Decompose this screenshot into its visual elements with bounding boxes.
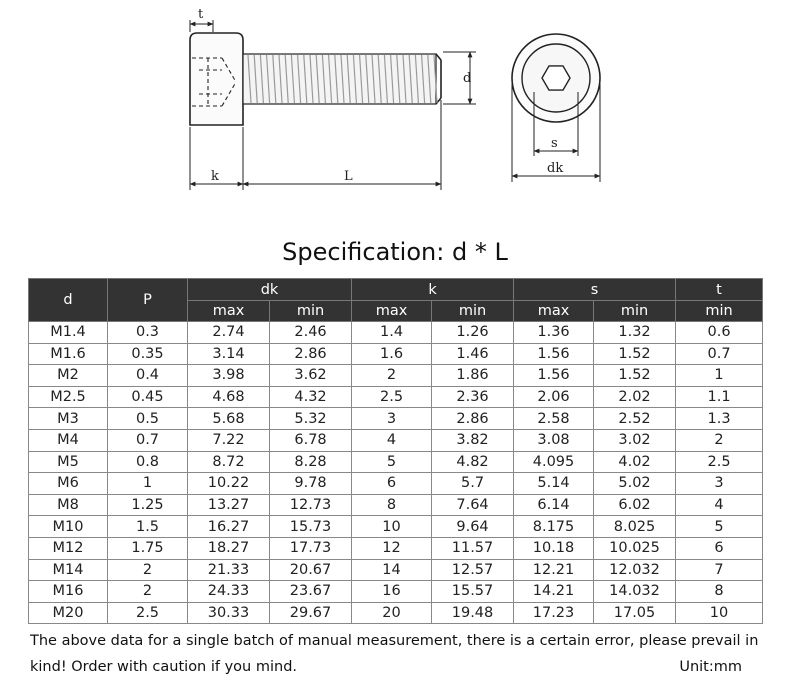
table-cell: 2.46 [270, 322, 352, 344]
table-row [29, 343, 763, 365]
table-cell: 0.35 [108, 343, 188, 365]
table-cell: 2 [352, 365, 432, 387]
table-cell: 2 [676, 429, 763, 451]
table-cell: M12 [29, 537, 108, 559]
table-cell: 7 [676, 559, 763, 581]
measurement-disclaimer: The above data for a single batch of manual measurement, there is a certain error, please prevail in kind! Order with caution if you mind. [30, 633, 759, 675]
screw-technical-drawing [0, 0, 790, 230]
table-cell: 6.78 [270, 429, 352, 451]
table-cell: 5.68 [188, 408, 270, 430]
table-cell: 29.67 [270, 602, 352, 624]
dim-label-L: L [344, 169, 353, 184]
table-row [29, 602, 763, 624]
table-cell: 13.27 [188, 494, 270, 516]
table-cell: 5 [676, 516, 763, 538]
table-cell: 10.18 [514, 537, 594, 559]
subheader-k-max: max [352, 301, 432, 322]
table-cell: 1.36 [514, 322, 594, 344]
table-cell: 0.5 [108, 408, 188, 430]
table-cell: 6 [676, 537, 763, 559]
subheader-dk-max: max [188, 301, 270, 322]
table-cell: 1.32 [594, 322, 676, 344]
table-cell: 0.45 [108, 386, 188, 408]
table-cell: 17.23 [514, 602, 594, 624]
table-cell: 15.73 [270, 516, 352, 538]
table-cell: 4.095 [514, 451, 594, 473]
table-cell: 2.86 [432, 408, 514, 430]
table-body [29, 322, 763, 624]
table-cell: 1.86 [432, 365, 514, 387]
table-cell: M4 [29, 429, 108, 451]
unit-label: Unit:mm [679, 659, 742, 675]
table-group-header-row [29, 279, 763, 301]
table-cell: 1.56 [514, 343, 594, 365]
table-cell: 15.57 [432, 581, 514, 603]
header-p: P [108, 279, 188, 322]
table-cell: M14 [29, 559, 108, 581]
table-cell: 2.5 [352, 386, 432, 408]
table-row [29, 408, 763, 430]
footer-note [30, 628, 760, 680]
table-cell: 1.25 [108, 494, 188, 516]
specification-title: Specification: d * L [282, 238, 508, 266]
table-cell: 2.36 [432, 386, 514, 408]
table-cell: 2.5 [108, 602, 188, 624]
dim-label-dk: dk [547, 161, 564, 176]
table-cell: M3 [29, 408, 108, 430]
table-cell: 1.56 [514, 365, 594, 387]
table-cell: 8.025 [594, 516, 676, 538]
table-cell: 7.64 [432, 494, 514, 516]
table-cell: 2.02 [594, 386, 676, 408]
table-cell: 5.32 [270, 408, 352, 430]
table-cell: 19.48 [432, 602, 514, 624]
table-cell: 17.05 [594, 602, 676, 624]
table-cell: 11.57 [432, 537, 514, 559]
header-s: s [514, 279, 676, 301]
table-cell: 0.7 [676, 343, 763, 365]
dim-label-d: d [463, 71, 472, 86]
table-cell: 1.46 [432, 343, 514, 365]
table-cell: 10.22 [188, 473, 270, 495]
table-cell: 23.67 [270, 581, 352, 603]
table-cell: 2.52 [594, 408, 676, 430]
table-cell: 1.3 [676, 408, 763, 430]
table-row [29, 559, 763, 581]
table-cell: 3 [352, 408, 432, 430]
table-cell: 10 [676, 602, 763, 624]
table-cell: 2.5 [676, 451, 763, 473]
table-cell: 0.3 [108, 322, 188, 344]
specification-table [28, 278, 763, 624]
table-cell: 24.33 [188, 581, 270, 603]
table-cell: 17.73 [270, 537, 352, 559]
table-cell: 2 [108, 559, 188, 581]
table-cell: 1.26 [432, 322, 514, 344]
screw-end-view [512, 34, 600, 122]
table-cell: 5.7 [432, 473, 514, 495]
table-cell: 1 [108, 473, 188, 495]
table-cell: 6 [352, 473, 432, 495]
table-row [29, 516, 763, 538]
table-cell: 0.4 [108, 365, 188, 387]
table-row [29, 537, 763, 559]
table-cell: 18.27 [188, 537, 270, 559]
screw-side-view [190, 33, 441, 125]
table-cell: 1.75 [108, 537, 188, 559]
table-cell: M2 [29, 365, 108, 387]
table-cell: 4.68 [188, 386, 270, 408]
table-cell: 5.14 [514, 473, 594, 495]
table-cell: 30.33 [188, 602, 270, 624]
table-row [29, 386, 763, 408]
table-cell: M1.6 [29, 343, 108, 365]
table-cell: 1.52 [594, 365, 676, 387]
table-cell: 0.8 [108, 451, 188, 473]
table-cell: 14.21 [514, 581, 594, 603]
table-cell: 8.175 [514, 516, 594, 538]
header-k: k [352, 279, 514, 301]
table-cell: 2 [108, 581, 188, 603]
dim-label-k: k [211, 169, 219, 184]
dim-label-t: t [198, 7, 204, 22]
table-cell: 8.72 [188, 451, 270, 473]
table-row [29, 494, 763, 516]
table-cell: 8 [352, 494, 432, 516]
subheader-k-min: min [432, 301, 514, 322]
table-cell: 4 [676, 494, 763, 516]
table-cell: 7.22 [188, 429, 270, 451]
table-cell: 1.5 [108, 516, 188, 538]
table-cell: 6.02 [594, 494, 676, 516]
table-cell: 3.98 [188, 365, 270, 387]
table-cell: M5 [29, 451, 108, 473]
table-cell: 14.032 [594, 581, 676, 603]
table-cell: 4 [352, 429, 432, 451]
table-row [29, 429, 763, 451]
subheader-s-max: max [514, 301, 594, 322]
table-cell: 2.06 [514, 386, 594, 408]
table-cell: 0.7 [108, 429, 188, 451]
table-cell: 21.33 [188, 559, 270, 581]
table-cell: 9.78 [270, 473, 352, 495]
table-cell: 1.52 [594, 343, 676, 365]
header-t: t [676, 279, 763, 301]
table-cell: 1.4 [352, 322, 432, 344]
table-cell: 20.67 [270, 559, 352, 581]
table-row [29, 451, 763, 473]
table-cell: M20 [29, 602, 108, 624]
table-cell: 12.57 [432, 559, 514, 581]
table-cell: 5 [352, 451, 432, 473]
table-cell: 2.74 [188, 322, 270, 344]
table-cell: 10.025 [594, 537, 676, 559]
table-cell: M1.4 [29, 322, 108, 344]
table-cell: 4.32 [270, 386, 352, 408]
table-cell: 20 [352, 602, 432, 624]
table-cell: 4.02 [594, 451, 676, 473]
table-cell: M16 [29, 581, 108, 603]
table-cell: 1 [676, 365, 763, 387]
table-cell: M8 [29, 494, 108, 516]
table-cell: 2.86 [270, 343, 352, 365]
header-dk: dk [188, 279, 352, 301]
table-cell: 1.6 [352, 343, 432, 365]
table-cell: 2.58 [514, 408, 594, 430]
subheader-s-min: min [594, 301, 676, 322]
table-row [29, 365, 763, 387]
table-cell: M6 [29, 473, 108, 495]
table-cell: 3.14 [188, 343, 270, 365]
table-cell: M10 [29, 516, 108, 538]
table-cell: 12.21 [514, 559, 594, 581]
table-cell: 16 [352, 581, 432, 603]
table-cell: 8 [676, 581, 763, 603]
table-cell: 4.82 [432, 451, 514, 473]
table-cell: 3.62 [270, 365, 352, 387]
table-row [29, 322, 763, 344]
table-cell: 14 [352, 559, 432, 581]
table-cell: 8.28 [270, 451, 352, 473]
table-cell: 3.02 [594, 429, 676, 451]
table-row [29, 581, 763, 603]
table-cell: 0.6 [676, 322, 763, 344]
table-cell: 12.032 [594, 559, 676, 581]
table-cell: 12 [352, 537, 432, 559]
table-cell: 1.1 [676, 386, 763, 408]
table-cell: 6.14 [514, 494, 594, 516]
subheader-dk-min: min [270, 301, 352, 322]
table-cell: 10 [352, 516, 432, 538]
table-cell: 3.08 [514, 429, 594, 451]
dim-label-s: s [551, 136, 558, 151]
header-d: d [29, 279, 108, 322]
table-cell: 12.73 [270, 494, 352, 516]
table-cell: 3.82 [432, 429, 514, 451]
table-cell: 3 [676, 473, 763, 495]
table-cell: 5.02 [594, 473, 676, 495]
table-row [29, 473, 763, 495]
table-cell: M2.5 [29, 386, 108, 408]
subheader-t-min: min [676, 301, 763, 322]
table-cell: 9.64 [432, 516, 514, 538]
table-cell: 16.27 [188, 516, 270, 538]
